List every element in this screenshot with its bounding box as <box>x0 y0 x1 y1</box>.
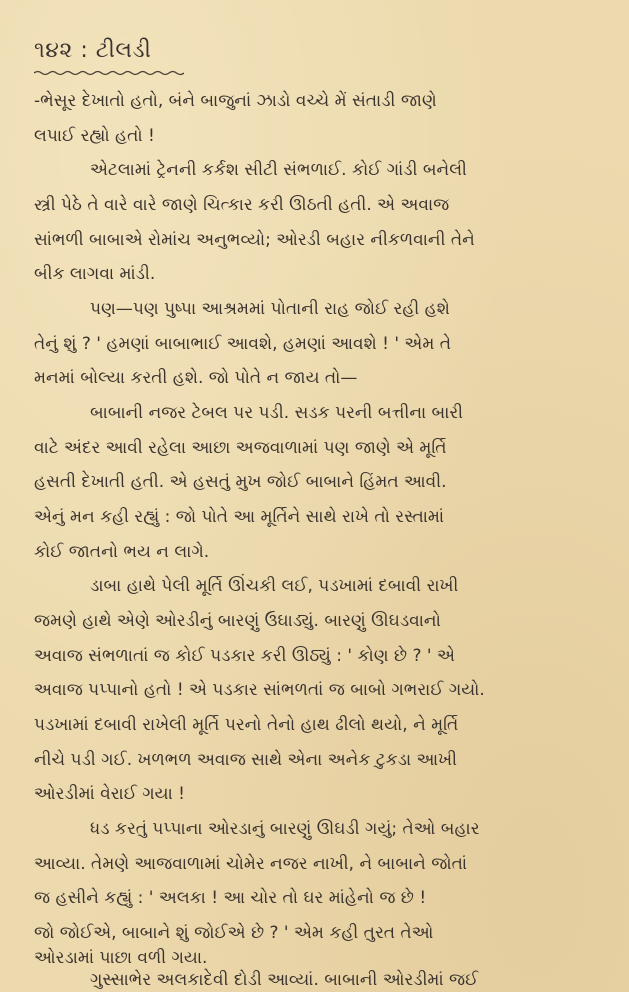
header-wavy-underline-icon <box>34 70 184 76</box>
chapter-title: ટીલડી <box>95 38 152 63</box>
body-line: બીક લાગવા માંડી. <box>34 264 156 284</box>
body-line: જ હસીને કહ્યું : ' અલકા ! આ ચોર તો ઘર માંહેનો જ છે ! <box>34 888 427 908</box>
body-line: ધડ કરતું પપ્પાના ઓરડાનું બારણું ઊઘડી ગયું; તેઓ બહાર <box>90 819 480 839</box>
body-line: હસતી દેખાતી હતી. એ હસતું મુખ જોઈ બાબાને હિંમત આવી. <box>34 472 447 492</box>
header-separator: : <box>80 38 89 63</box>
body-line: તેનું શું ? ' હમણાં બાબાભાઈ આવશે, હમણાં આવશે ! ' એમ તે <box>34 334 452 354</box>
body-line: આવ્યા. તેમણે આજવાળામાં ચોમેર નજર નાખી, ને બાબાને જોતાં <box>34 854 468 874</box>
body-line: જમણે હાથે એણે ઓરડીનું બારણું ઉઘાડ્યું. બારણું ઊઘડવાનો <box>34 611 441 631</box>
body-line: એનું મન કહી રહ્યું : જો પોતે આ મૂર્તિને સાથે રાખે તો રસ્તામાં <box>34 507 445 527</box>
body-line: અવાજ સંભળાતાં જ કોઈ પડકાર કરી ઊઠ્યું : ' કોણ છે ? ' એ <box>34 646 455 666</box>
body-line: ઓરડામાં પાછા વળી ગયા. <box>34 948 208 968</box>
page-number: ૧૪૨ <box>34 38 73 63</box>
body-line: બાબાની નજર ટેબલ પર પડી. સડક પરની બત્તીના બારી <box>90 403 464 423</box>
body-line: લપાઈ રહ્યો હતો ! <box>34 126 155 146</box>
body-line: અવાજ પપ્પાનો હતો ! એ પડકાર સાંભળતાં જ બાબો ગભરાઈ ગયો. <box>34 680 485 700</box>
body-line: વાટે અંદર આવી રહેલા આછા અજવાળામાં પણ જાણે એ મૂર્તિ <box>34 438 447 458</box>
body-line: પડખામાં દબાવી રાખેલી મૂર્તિ પરનો તેનો હાથ ઢીલો થયો, ને મૂર્તિ <box>34 715 459 735</box>
body-line: સાંભળી બાબાએ રોમાંચ અનુભવ્યો; ઓરડી બહાર નીકળવાની તેને <box>34 230 475 250</box>
body-line: ગુસ્સાભેર અલકાદેવી દોડી આવ્યાં. બાબાની ઓરડીમાં જઈ <box>90 970 479 990</box>
page-header <box>34 38 151 63</box>
body-line: નીચે પડી ગઈ. ખળભળ અવાજ સાથે એના અનેક ટુકડા આખી <box>34 750 457 770</box>
body-line: સ્ત્રી પેઠે તે વારે વારે જાણે ચિત્કાર કરી ઊઠતી હતી. એ અવાજ <box>34 195 450 215</box>
body-line: ડાબા હાથે પેલી મૂર્તિ ઊંચકી લઈ, પડખામાં દબાવી રાખી <box>90 576 459 596</box>
body-line: પણ—પણ પુષ્પા આશ્રમમાં પોતાની રાહ જોઈ રહી હશે <box>90 299 450 319</box>
body-line: કોઈ જાતનો ભય ન લાગે. <box>34 542 210 562</box>
body-line: -ભેસૂર દેખાતો હતો, બંને બાજુનાં ઝાડો વચ્ચે મેં સંતાડી જાણે <box>34 91 437 111</box>
body-line: ઓરડીમાં વેરાઈ ગયા ! <box>34 784 185 804</box>
body-line: જો જોઈએ, બાબાને શું જોઈએ છે ? ' એમ કહી તુરત તેઓ <box>34 923 434 943</box>
body-line: મનમાં બોલ્યા કરતી હશે. જો પોતે ન જાય તો— <box>34 368 358 388</box>
body-line: એટલામાં ટ્રેનની કર્કશ સીટી સંભળાઈ. કોઈ ગાંડી બનેલી <box>90 160 467 180</box>
